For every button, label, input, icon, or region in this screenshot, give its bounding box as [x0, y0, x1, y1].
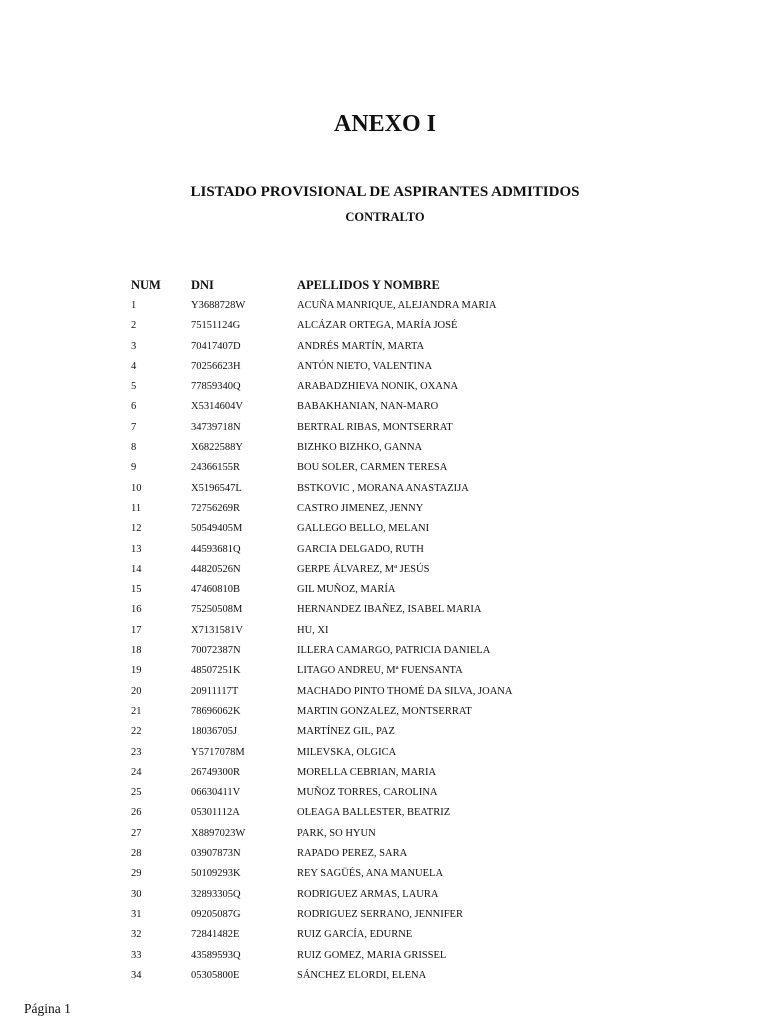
row-dni: 72841482E [191, 929, 240, 941]
row-name: GALLEGO BELLO, MELANI [297, 523, 430, 535]
row-name: OLEAGA BALLESTER, BEATRIZ [297, 807, 451, 819]
row-dni: Y5717078M [191, 746, 245, 758]
row-dni: 06630411V [191, 787, 241, 799]
row-name: BOU SOLER, CARMEN TERESA [297, 462, 448, 474]
table-row [0, 501, 770, 521]
row-dni: Y3688728W [191, 300, 246, 311]
row-name: MACHADO PINTO THOMÉ DA SILVA, JOANA [297, 685, 513, 697]
table-row [0, 562, 770, 582]
table-row [0, 481, 770, 501]
row-dni: 20911117T [191, 685, 239, 697]
row-dni: 50109293K [191, 868, 241, 880]
row-dni: 44593681Q [191, 543, 241, 555]
table-row [0, 745, 770, 765]
row-dni: 75151124G [191, 320, 241, 332]
table-row [0, 582, 770, 602]
row-dni: X5196547L [191, 482, 242, 494]
row-num: 13 [131, 543, 142, 555]
row-dni: X6822588Y [191, 442, 243, 454]
row-name: HU, XI [297, 624, 329, 636]
table-row [0, 318, 770, 338]
row-dni: X8897023W [191, 827, 246, 839]
row-num: 10 [131, 482, 142, 494]
table-row [0, 907, 770, 927]
row-num: 18 [131, 645, 142, 657]
row-name: BERTRAL RIBAS, MONTSERRAT [297, 421, 453, 433]
row-num: 11 [131, 502, 142, 514]
table-row [0, 643, 770, 663]
row-dni: 77859340Q [191, 381, 241, 393]
document-subtitle: LISTADO PROVISIONAL DE ASPIRANTES ADMITIDOS [190, 184, 580, 200]
row-name: REY SAGÜÉS, ANA MANUELA [297, 868, 444, 880]
row-name: ACUÑA MANRIQUE, ALEJANDRA MARIA [297, 300, 497, 311]
table-row [0, 602, 770, 622]
row-dni: 03907873N [191, 848, 241, 860]
row-num: 27 [131, 827, 142, 839]
row-dni: 18036705J [191, 726, 238, 738]
row-num: 15 [131, 584, 142, 596]
row-num: 3 [131, 340, 137, 352]
row-dni: 47460810B [191, 584, 241, 596]
table-row [0, 440, 770, 460]
row-dni: 44820526N [191, 563, 241, 575]
row-name: SÁNCHEZ ELORDI, ELENA [297, 969, 427, 981]
row-name: CASTRO JIMENEZ, JENNY [297, 502, 424, 514]
row-num: 25 [131, 787, 142, 799]
header-num: NUM [131, 278, 161, 292]
row-num: 7 [131, 421, 137, 433]
table-header [0, 277, 770, 293]
row-name: ARABADZHIEVA NONIK, OXANA [297, 381, 459, 393]
table-row [0, 887, 770, 907]
row-num: 28 [131, 848, 142, 860]
voice-category: CONTRALTO [345, 210, 425, 224]
row-dni: 24366155R [191, 462, 241, 474]
row-dni: 43589593Q [191, 949, 241, 961]
row-num: 30 [131, 888, 142, 900]
row-dni: 26749300R [191, 766, 241, 778]
row-num: 22 [131, 726, 142, 738]
table-row [0, 704, 770, 724]
row-num: 5 [131, 381, 137, 393]
table-row [0, 663, 770, 683]
row-num: 6 [131, 401, 137, 413]
row-name: BABAKHANIAN, NAN-MARO [297, 401, 439, 413]
row-num: 14 [131, 563, 142, 575]
row-name: RODRIGUEZ SERRANO, JENNIFER [297, 908, 463, 920]
row-num: 29 [131, 868, 142, 880]
row-num: 26 [131, 807, 142, 819]
row-name: GIL MUÑOZ, MARÍA [297, 584, 396, 596]
row-name: GERPE ÁLVAREZ, Mª JESÚS [297, 563, 430, 575]
row-name: ANTÓN NIETO, VALENTINA [297, 360, 433, 372]
row-name: MUÑOZ TORRES, CAROLINA [297, 787, 438, 799]
row-dni: 72756269R [191, 502, 241, 514]
row-dni: 34739718N [191, 421, 241, 433]
row-name: MARTÍNEZ GIL, PAZ [297, 726, 395, 738]
row-dni: X7131581V [191, 624, 243, 636]
table-row [0, 927, 770, 947]
row-num: 20 [131, 685, 142, 697]
row-dni: X5314604V [191, 401, 243, 413]
table-row [0, 805, 770, 825]
row-num: 17 [131, 624, 142, 636]
row-num: 33 [131, 949, 142, 961]
row-num: 19 [131, 665, 142, 677]
row-name: PARK, SO HYUN [297, 827, 376, 839]
table-row [0, 379, 770, 399]
table-row [0, 623, 770, 643]
table-row [0, 968, 770, 988]
row-dni: 70417407D [191, 340, 241, 352]
row-num: 9 [131, 462, 137, 474]
row-num: 2 [131, 320, 137, 332]
table-row [0, 826, 770, 846]
row-name: MARTIN GONZALEZ, MONTSERRAT [297, 705, 472, 717]
table-row [0, 359, 770, 379]
table-row [0, 866, 770, 886]
document-title: ANEXO I [333, 111, 436, 137]
row-dni: 75250508M [191, 604, 243, 616]
row-name: GARCIA DELGADO, RUTH [297, 543, 424, 555]
row-dni: 70256623H [191, 360, 241, 372]
row-dni: 09205087G [191, 908, 241, 920]
table-row [0, 460, 770, 480]
table-row [0, 765, 770, 785]
row-name: ANDRÉS MARTÍN, MARTA [297, 340, 425, 352]
row-dni: 48507251K [191, 665, 241, 677]
row-name: ALCÁZAR ORTEGA, MARÍA JOSÉ [297, 320, 458, 332]
row-name: MILEVSKA, OLGICA [297, 746, 397, 758]
row-num: 23 [131, 746, 142, 758]
row-num: 4 [131, 360, 137, 372]
row-num: 8 [131, 442, 137, 454]
table-row [0, 846, 770, 866]
row-dni: 78696062K [191, 705, 241, 717]
row-num: 16 [131, 604, 142, 616]
row-name: ILLERA CAMARGO, PATRICIA DANIELA [297, 645, 491, 657]
row-dni: 32893305Q [191, 888, 241, 900]
row-dni: 05301112A [191, 807, 240, 819]
table-row [0, 724, 770, 744]
row-name: MORELLA CEBRIAN, MARIA [297, 766, 437, 778]
row-name: RUIZ GOMEZ, MARIA GRISSEL [297, 949, 447, 961]
row-name: RUIZ GARCÍA, EDURNE [297, 929, 413, 941]
row-name: LITAGO ANDREU, Mª FUENSANTA [297, 665, 463, 677]
header-name: APELLIDOS Y NOMBRE [297, 278, 440, 292]
table-row [0, 298, 770, 318]
row-num: 12 [131, 523, 142, 535]
table-row [0, 684, 770, 704]
row-num: 24 [131, 766, 142, 778]
row-num: 34 [131, 969, 142, 981]
row-name: BSTKOVIC , MORANA ANASTAZIJA [297, 482, 469, 494]
table-row [0, 420, 770, 440]
page-number: Página 1 [24, 1001, 71, 1016]
row-name: HERNANDEZ IBAÑEZ, ISABEL MARIA [297, 604, 482, 616]
row-dni: 05305800E [191, 969, 240, 981]
row-name: RODRIGUEZ ARMAS, LAURA [297, 888, 439, 900]
applicants-table [0, 298, 770, 988]
row-num: 32 [131, 929, 142, 941]
table-row [0, 521, 770, 541]
row-dni: 70072387N [191, 645, 241, 657]
row-dni: 50549405M [191, 523, 243, 535]
table-row [0, 399, 770, 419]
table-row [0, 948, 770, 968]
row-num: 21 [131, 705, 142, 717]
row-num: 1 [131, 300, 137, 311]
header-dni: DNI [191, 278, 214, 292]
row-name: RAPADO PEREZ, SARA [297, 848, 408, 860]
row-num: 31 [131, 908, 142, 920]
row-name: BIZHKO BIZHKO, GANNA [297, 442, 423, 454]
table-row [0, 785, 770, 805]
table-row [0, 542, 770, 562]
table-row [0, 339, 770, 359]
